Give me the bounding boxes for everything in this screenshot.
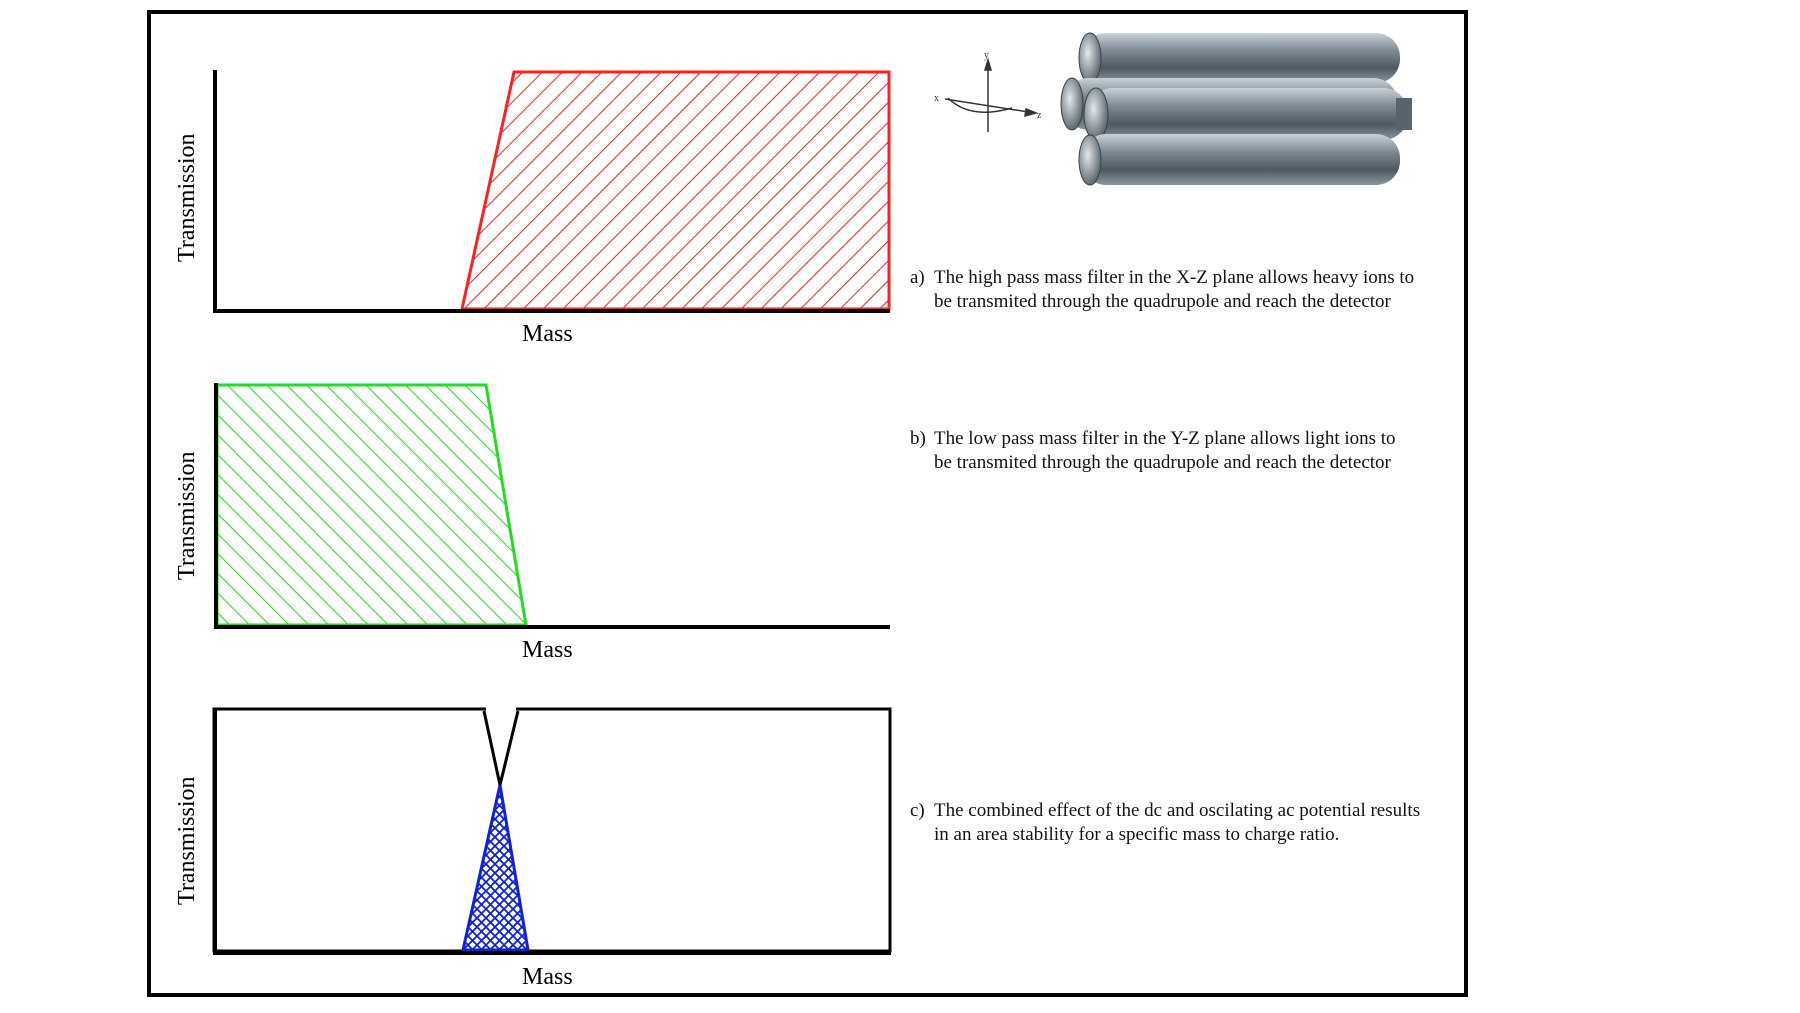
- panel-c-dip-gap: [486, 707, 516, 712]
- axis-x-label: x: [934, 93, 939, 104]
- caption-a: [910, 266, 1414, 314]
- caption-a-line-2: be transmited through the quadrupole and reach the detector: [934, 291, 1391, 312]
- caption-c-line-1: The combined effect of the dc and oscilating ac potential results: [934, 800, 1421, 821]
- panel-c-stability-peak: [463, 785, 528, 950]
- caption-c-line-2: in an area stability for a specific mass to charge ratio.: [934, 824, 1340, 845]
- rod-front: [1084, 88, 1412, 140]
- panel-b-x-label: Mass: [522, 637, 573, 663]
- caption-b: [910, 427, 1396, 475]
- panel-a-passband: [462, 72, 889, 309]
- caption-b-line-2: be transmited through the quadrupole and reach the detector: [934, 452, 1391, 473]
- rod-bottom: [1079, 134, 1400, 185]
- caption-c-marker: c): [910, 800, 925, 821]
- coordinate-axes: [934, 50, 1042, 132]
- panel-c-filter-dip: [484, 711, 518, 785]
- caption-c: [910, 799, 1420, 847]
- panel-a-y-label: Transmission: [174, 133, 200, 262]
- panel-a-plot: [174, 70, 890, 347]
- caption-b-marker: b): [910, 428, 926, 449]
- panel-c-x-label: Mass: [522, 964, 573, 990]
- panel-b-y-label: Transmission: [174, 451, 200, 580]
- panel-b-passband: [217, 385, 526, 625]
- panel-c-plot: [174, 707, 891, 990]
- caption-b-line-1: The low pass mass filter in the Y-Z plane allows light ions to: [934, 428, 1396, 449]
- quadrupole-rods: [1061, 33, 1412, 185]
- panel-c-y-label: Transmission: [174, 776, 200, 905]
- rod-top: [1079, 33, 1400, 83]
- panel-c-box: [214, 709, 890, 951]
- panel-a-x-label: Mass: [522, 321, 573, 347]
- caption-a-line-1: The high pass mass filter in the X-Z plane allows heavy ions to: [934, 267, 1415, 288]
- axis-z-label: z: [1037, 110, 1042, 121]
- axis-y-label: y: [984, 50, 989, 61]
- panel-b-plot: [174, 383, 890, 663]
- caption-a-marker: a): [910, 267, 925, 288]
